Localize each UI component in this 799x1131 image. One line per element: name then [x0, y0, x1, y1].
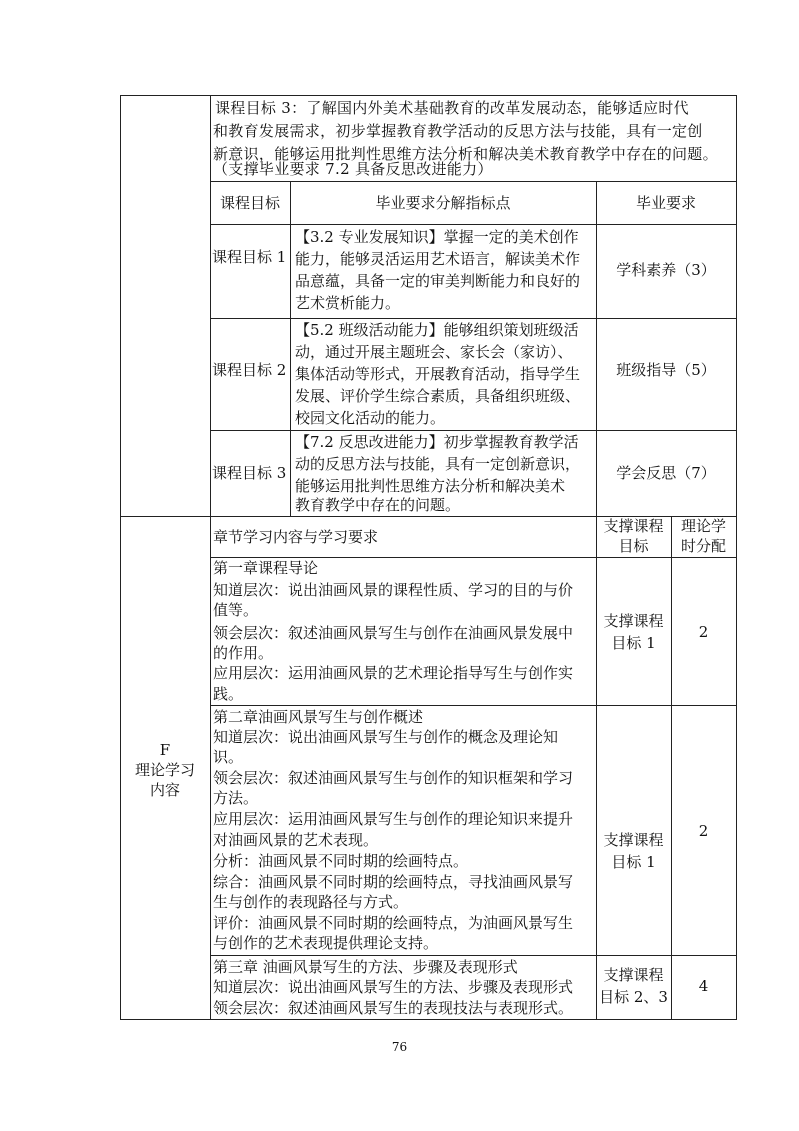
chapter-line: 第三章 油画风景写生的方法、步骤及表现形式: [213, 958, 518, 976]
chapter-support: 目标 2、3: [599, 988, 668, 1006]
row-indicator-line: 发展、评价学生综合素质，具备组织班级、: [295, 387, 581, 405]
chapter-support: 支撑课程: [603, 831, 664, 849]
chapter-support: 目标 1: [611, 853, 656, 871]
row-indicator-line: 校园文化活动的能力。: [295, 409, 446, 427]
chapter-line: 方法。: [213, 789, 259, 807]
mapping-col-divider: [290, 181, 291, 516]
chapter-support: 支撑课程: [603, 966, 664, 984]
section-f-label: 内容: [149, 781, 180, 799]
chapter-line: 应用层次：运用油画风景写生与创作的理论知识来提升: [213, 810, 574, 828]
chapter-line: 知道层次：说出油画风景写生的方法、步骤及表现形式: [213, 978, 574, 996]
chapter-line: 综合：油画风景不同时期的绘画特点，寻找油画风景写: [213, 873, 574, 891]
chapter-line: 践。: [213, 685, 244, 703]
header-requirement: 毕业要求: [635, 194, 696, 212]
chapter-hours: 2: [698, 623, 709, 641]
row-indicator-line: 能够运用批判性思维方法分析和解决美术: [295, 477, 566, 495]
objective-3-line: 和教育发展需求，初步掌握教育教学活动的反思方法与技能，具有一定创: [213, 122, 703, 140]
row-indicator-line: 动，通过开展主题班会、家长会（家访）、: [295, 343, 573, 361]
row-indicator-line: 教育教学中存在的问题。: [295, 496, 461, 514]
chapter-line: 生与创作的表现路径与方式。: [213, 893, 409, 911]
chapter-line: 评价：油画风景不同时期的绘画特点，为油画风景写生: [213, 914, 574, 932]
chapter-line: 领会层次：叙述油画风景写生与创作的知识框架和学习: [213, 769, 574, 787]
chapter-line: 第一章课程导论: [213, 559, 319, 577]
chapter-support: 目标 1: [611, 634, 656, 652]
row-requirement: 班级指导（5）: [616, 361, 716, 379]
chapter-line: 的作用。: [213, 644, 274, 662]
page-number: 76: [391, 1040, 408, 1054]
row-indicator-line: 【3.2 专业发展知识】掌握一定的美术创作: [295, 228, 579, 246]
f-col-divider: [596, 516, 597, 1020]
f-header-support: 支撑课程: [603, 517, 664, 535]
header-indicator: 毕业要求分解指标点: [375, 194, 511, 212]
section-f-letter: F: [159, 741, 171, 759]
f-header-hours: 理论学: [680, 517, 726, 535]
chapter-line: 分析：油画风景不同时期的绘画特点。: [213, 852, 469, 870]
chapter-line: 应用层次：运用油画风景的艺术理论指导写生与创作实: [213, 664, 574, 682]
chapter-line: 值等。: [213, 601, 259, 619]
chapter-line: 对油画风景的艺术表现。: [213, 831, 379, 849]
row-indicator-line: 品意蕴，具备一定的审美判断能力和良好的: [295, 272, 581, 290]
row-goal: 课程目标 1: [212, 248, 287, 266]
border-left: [120, 95, 121, 1020]
header-goal: 课程目标: [219, 194, 280, 212]
chapter-line: 领会层次：叙述油画风景写生与创作在油画风景发展中: [213, 624, 574, 642]
f-header-support: 目标: [618, 537, 649, 555]
chapter-hours: 4: [698, 977, 709, 995]
chapter-line: 领会层次：叙述油画风景写生的表现技法与表现形式。: [213, 999, 574, 1017]
chapter-line: 识。: [213, 748, 244, 766]
f-col-divider: [671, 516, 672, 1020]
row-indicator-line: 能力，能够灵活运用艺术语言，解读美术作: [295, 250, 581, 268]
f-header-hours: 时分配: [680, 537, 726, 555]
section-f-label: 理论学习: [134, 761, 195, 779]
objective-3-line: （支撑毕业要求 7.2 具备反思改进能力）: [213, 160, 493, 178]
row-goal: 课程目标 2: [212, 361, 287, 379]
chapter-hours: 2: [698, 822, 709, 840]
chapter-line: 知道层次：说出油画风景写生与创作的概念及理论知: [213, 728, 559, 746]
chapter-support: 支撑课程: [603, 612, 664, 630]
row-indicator-line: 动的反思方法与技能，具有一定创新意识，: [295, 455, 581, 473]
f-header-content: 章节学习内容与学习要求: [213, 528, 379, 546]
row-requirement: 学科素养（3）: [616, 261, 716, 279]
row-requirement: 学会反思（7）: [616, 464, 716, 482]
objective-3-line: 课程目标 3：了解国内外美术基础教育的改革发展动态，能够适应时代: [215, 99, 689, 117]
chapter-line: 知道层次：说出油画风景的课程性质、学习的目的与价: [213, 581, 574, 599]
chapter-line: 与创作的艺术表现提供理论支持。: [213, 934, 439, 952]
chapter-line: 第二章油画风景写生与创作概述: [213, 708, 424, 726]
row-indicator-line: 【5.2 班级活动能力】能够组织策划班级活: [295, 321, 579, 339]
row-indicator-line: 集体活动等形式，开展教育活动，指导学生: [295, 365, 581, 383]
objective-3-line: 新意识，能够运用批判性思维方法分析和解决美术教育教学中存在的问题。: [213, 145, 718, 163]
row-indicator-line: 【7.2 反思改进能力】初步掌握教育教学活: [295, 433, 579, 451]
row-indicator-line: 艺术赏析能力。: [295, 294, 401, 312]
row-goal: 课程目标 3: [212, 464, 287, 482]
